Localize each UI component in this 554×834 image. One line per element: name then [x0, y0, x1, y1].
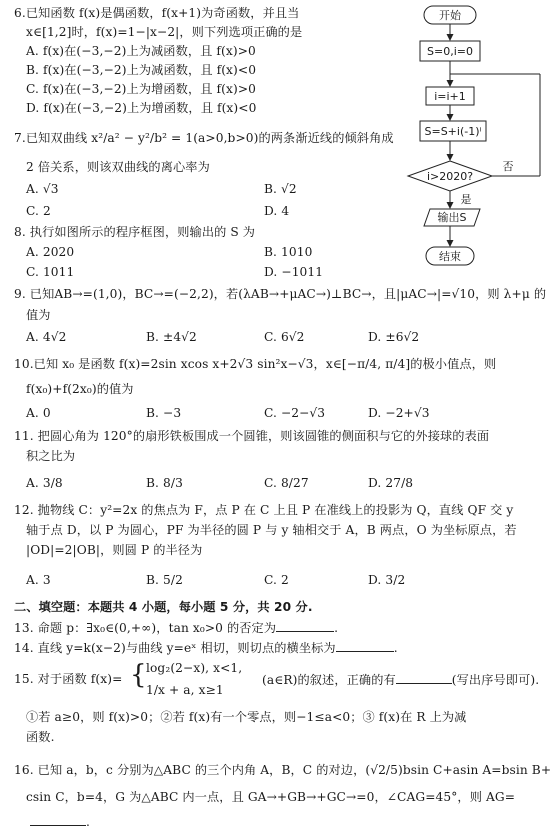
q11-option-c: C. 8/27 [264, 476, 309, 490]
q15-line2: ①若 a≥0，则 f(x)>0；②若 f(x)有一个零点，则−1≤a<0；③ f(x)在 R 上为减 [26, 710, 467, 724]
q9-line2: 值为 [26, 308, 51, 322]
q15-case2: 1/x + a, x≥1 [146, 683, 224, 697]
q9-line1: 9. 已知AB→=(1,0)，BC→=(−2,2)，若(λAB→+μAC→)⊥BC→，且|μAC→|=√10，则 λ+μ 的 [14, 287, 547, 301]
q12-option-b: B. 5/2 [146, 573, 183, 587]
q11-option-a: A. 3/8 [26, 476, 63, 490]
flow-init-label: S=0,i=0 [427, 45, 473, 58]
flow-no-label: 否 [502, 160, 514, 173]
q12-option-d: D. 3/2 [368, 573, 406, 587]
q10-line2: f(x₀)+f(2x₀)的值为 [26, 382, 134, 396]
q15-suffix2: (写出序号即可). [451, 673, 540, 687]
flow-condition-label: i>2020? [426, 170, 474, 183]
flow-output-label: 输出S [437, 211, 467, 224]
q12-line2: 轴于点 D，以 P 为圆心，PF 为半径的圆 P 与 y 轴相交于 A，B 两点，O 为坐标原点，若 [26, 523, 517, 537]
q7-line1: 7.已知双曲线 x²/a² − y²/b² = 1(a>0,b>0)的两条渐近线的倾斜角成 [14, 131, 394, 145]
q11-option-b: B. 8/3 [146, 476, 183, 490]
q13-line: 13. 命题 p：∃x₀∈(0,+∞)，tan x₀>0 的否定为 . [14, 621, 339, 635]
q8-option-a: A. 2020 [26, 245, 75, 259]
q16-line3 [30, 814, 90, 830]
flow-yes-label: 是 [460, 193, 472, 206]
q10-option-c: C. −2−√3 [264, 406, 326, 420]
q6-option-c: C. f(x)在(−3,−2)上为增函数，且 f(x)>0 [26, 82, 256, 96]
q10-line1: 10.已知 x₀ 是函数 f(x)=2sin xcos x+2√3 sin²x−√3，x∈[−π/4, π/4]的极小值点，则 [14, 357, 497, 371]
q9-option-a: A. 4√2 [26, 330, 67, 344]
q6-option-d: D. f(x)在(−3,−2)上为增函数，且 f(x)<0 [26, 101, 257, 115]
q7-option-d: D. 4 [264, 204, 290, 218]
q11-line2: 积之比为 [26, 449, 76, 463]
q15-suffix: (a∈R)的叙述，正确的有 [262, 673, 396, 687]
q13-answer-blank[interactable] [276, 620, 334, 632]
q15-suffix-line [262, 672, 539, 688]
q14-answer-blank[interactable] [336, 640, 394, 652]
q15-brace: { [130, 660, 147, 690]
q6-line2: x∈[1,2]时，f(x)=1−|x−2|，则下列选项正确的是 [26, 25, 303, 39]
q16-tail: . [86, 815, 90, 829]
q11-option-d: D. 27/8 [368, 476, 414, 490]
q9-option-c: C. 6√2 [264, 330, 305, 344]
q16-answer-blank[interactable] [30, 814, 86, 826]
q12-line3: |OD|=2|OB|，则圆 P 的半径为 [26, 543, 203, 557]
q15-answer-blank[interactable] [396, 672, 452, 684]
q9-option-d: D. ±6√2 [368, 330, 420, 344]
flow-end-label: 结束 [439, 250, 461, 263]
q6-line1: 6.已知函数 f(x)是偶函数，f(x+1)为奇函数，并且当 [14, 6, 300, 20]
q7-line2: 2 倍关系，则该双曲线的离心率为 [26, 160, 210, 174]
q10-option-a: A. 0 [26, 406, 51, 420]
flow-start-label: 开始 [439, 9, 461, 22]
q16-line2: csin C，b=4，G 为△ABC 内一点，且 GA→+GB→+GC→=0，∠CAG=45°，则 AG= [26, 790, 516, 804]
q13-text: 13. 命题 p：∃x₀∈(0,+∞)，tan x₀>0 的否定为 [14, 621, 277, 635]
q12-line1: 12. 抛物线 C：y²=2x 的焦点为 F，点 P 在 C 上且 P 在准线上的投影为 Q，直线 QF 交 y [14, 503, 514, 517]
program-flowchart [400, 0, 554, 282]
q8-option-d: D. −1011 [264, 265, 324, 279]
q16-line1: 16. 已知 a，b，c 分别为△ABC 的三个内角 A，B，C 的对边，(√2/5)bsin C+asin A=bsin B+ [14, 763, 552, 777]
q11-line1: 11. 把圆心角为 120°的扇形铁板围成一个圆锥，则该圆锥的侧面积与它的外接球的表面 [14, 429, 490, 443]
q14-text: 14. 直线 y=k(x−2)与曲线 y=eˣ 相切，则切点的横坐标为 [14, 641, 336, 655]
q6-option-a: A. f(x)在(−3,−2)上为减函数，且 f(x)>0 [26, 44, 256, 58]
q10-option-d: D. −2+√3 [368, 406, 430, 420]
flow-update-label: S=S+i(-1)ⁱ [424, 125, 482, 138]
q8-option-c: C. 1011 [26, 265, 75, 279]
q7-option-b: B. √2 [264, 182, 297, 196]
section2-heading: 二、填空题：本题共 4 小题，每小题 5 分，共 20 分. [14, 600, 313, 614]
q6-option-b: B. f(x)在(−3,−2)上为减函数，且 f(x)<0 [26, 63, 257, 77]
q9-option-b: B. ±4√2 [146, 330, 197, 344]
q12-option-a: A. 3 [26, 573, 51, 587]
q15-prefix: 15. 对于函数 f(x)= [14, 672, 123, 686]
q15-line3: 函数. [26, 730, 55, 744]
q8-line1: 8. 执行如图所示的程序框图，则输出的 S 为 [14, 225, 256, 239]
q7-option-c: C. 2 [26, 204, 51, 218]
q14-line: 14. 直线 y=k(x−2)与曲线 y=eˣ 相切，则切点的横坐标为 . [14, 641, 398, 655]
flow-increment-label: i=i+1 [434, 90, 466, 103]
q7-option-a: A. √3 [26, 182, 59, 196]
q8-option-b: B. 1010 [264, 245, 313, 259]
q12-option-c: C. 2 [264, 573, 289, 587]
q15-case1: log₂(2−x), x<1, [146, 661, 243, 675]
q10-option-b: B. −3 [146, 406, 182, 420]
